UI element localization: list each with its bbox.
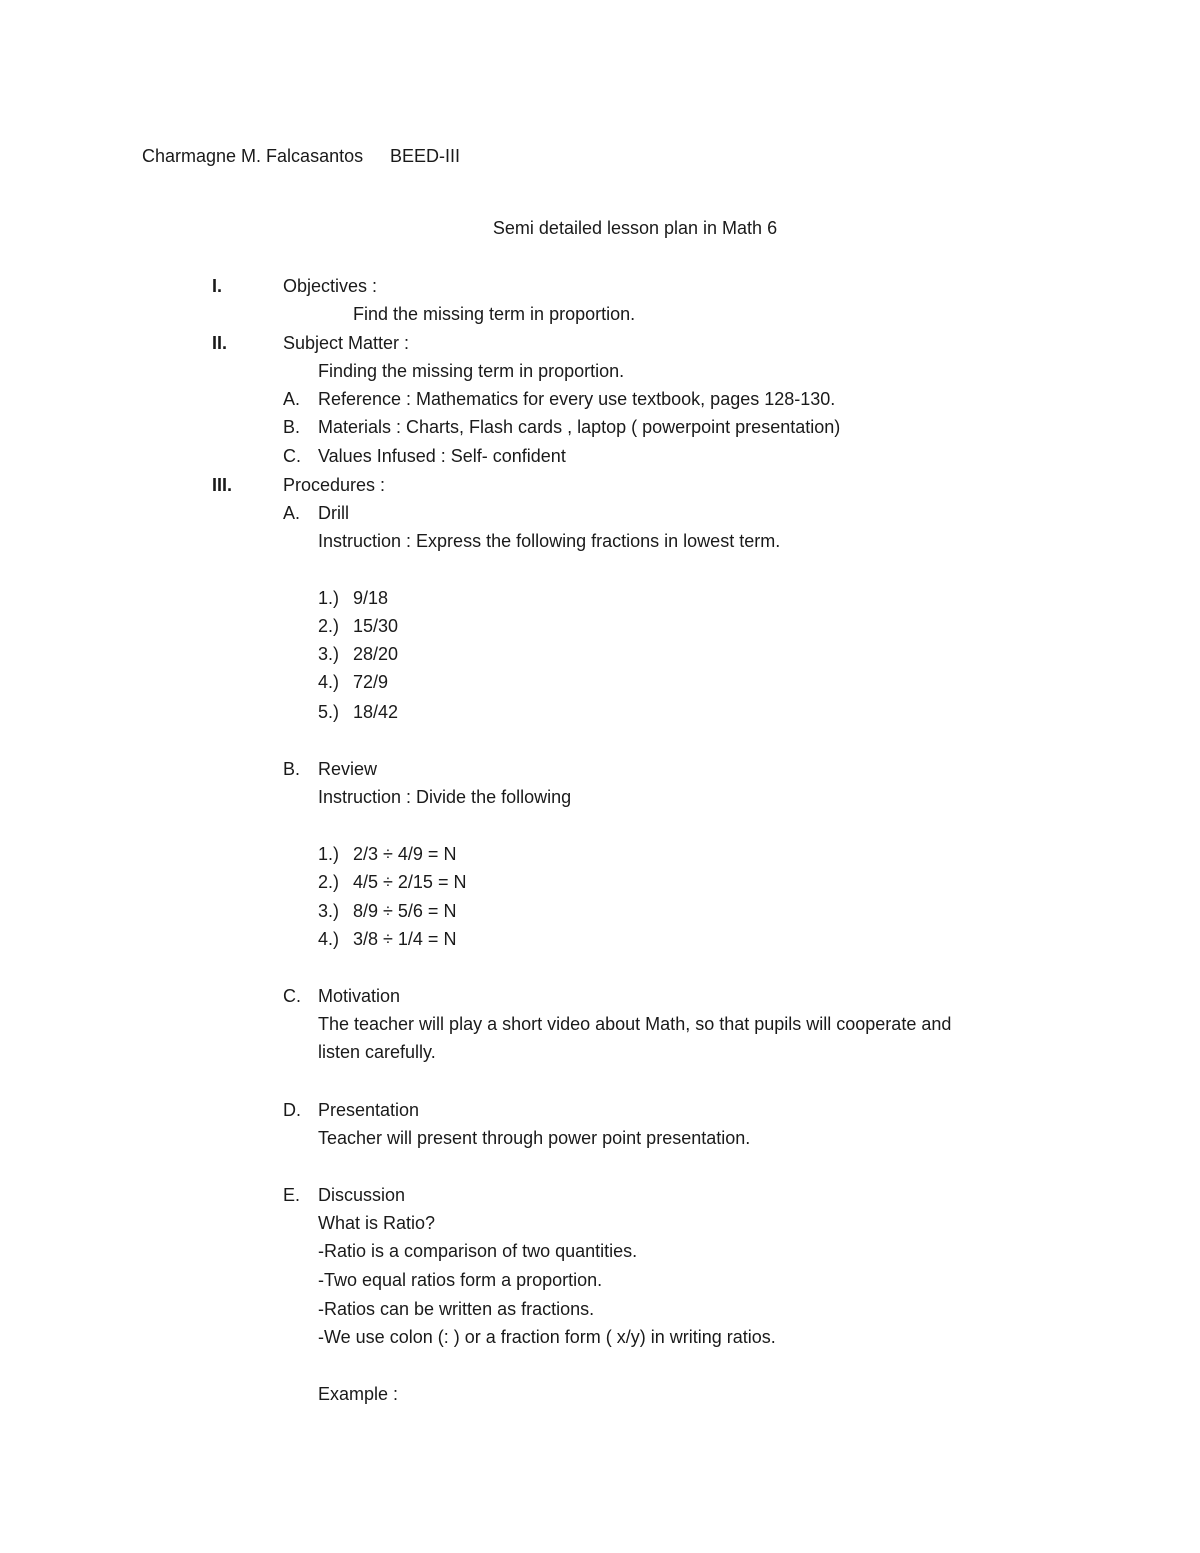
section-numeral-subject-matter: II. (212, 333, 228, 353)
discussion-line: -Ratios can be written as fractions. (318, 1299, 595, 1319)
list-item-number: 4.) (318, 929, 340, 949)
discussion-line: What is Ratio? (318, 1213, 436, 1233)
values-text: Values Infused : Self- confident (318, 446, 566, 466)
list-letter: E. (283, 1185, 301, 1205)
document-title: Semi detailed lesson plan in Math 6 (492, 218, 778, 238)
review-instruction: Instruction : Divide the following (318, 787, 572, 807)
drill-heading: Drill (318, 503, 349, 523)
presentation-text: Teacher will present through power point presentation. (318, 1128, 751, 1148)
list-letter: B. (283, 759, 301, 779)
reference-text: Reference : Mathematics for every use textbook, pages 128-130. (318, 389, 836, 409)
discussion-line: -We use colon (: ) or a fraction form ( x/y) in writing ratios. (318, 1327, 776, 1347)
motivation-text-line: The teacher will play a short video about Math, so that pupils will cooperate and (318, 1014, 952, 1034)
review-item: 2/3 ÷ 4/9 = N (353, 844, 457, 864)
discussion-heading: Discussion (318, 1185, 406, 1205)
discussion-line: -Ratio is a comparison of two quantities. (318, 1241, 638, 1261)
section-numeral-procedures: III. (212, 475, 233, 495)
drill-item: 72/9 (353, 672, 389, 692)
subject-matter-heading: Subject Matter : (283, 333, 410, 353)
procedures-heading: Procedures : (283, 475, 386, 495)
review-item: 3/8 ÷ 1/4 = N (353, 929, 457, 949)
review-item: 8/9 ÷ 5/6 = N (353, 901, 457, 921)
drill-item: 18/42 (353, 702, 399, 722)
materials-text: Materials : Charts, Flash cards , laptop ( powerpoint presentation) (318, 417, 841, 437)
drill-instruction: Instruction : Express the following fractions in lowest term. (318, 531, 781, 551)
course-label: BEED-III (390, 146, 461, 166)
drill-item: 15/30 (353, 616, 399, 636)
list-item-number: 1.) (318, 844, 340, 864)
example-label: Example : (318, 1384, 399, 1404)
discussion-line: -Two equal ratios form a proportion. (318, 1270, 603, 1290)
list-letter: C. (283, 446, 301, 466)
list-item-number: 3.) (318, 644, 340, 664)
list-item-number: 5.) (318, 702, 340, 722)
drill-item: 28/20 (353, 644, 399, 664)
list-item-number: 2.) (318, 872, 340, 892)
review-heading: Review (318, 759, 378, 779)
list-item-number: 2.) (318, 616, 340, 636)
list-letter: C. (283, 986, 301, 1006)
list-letter: A. (283, 503, 301, 523)
section-numeral-objectives: I. (212, 276, 223, 296)
list-item-number: 1.) (318, 588, 340, 608)
motivation-text-line: listen carefully. (318, 1042, 436, 1062)
drill-item: 9/18 (353, 588, 389, 608)
list-letter: A. (283, 389, 301, 409)
list-item-number: 4.) (318, 672, 340, 692)
motivation-heading: Motivation (318, 986, 401, 1006)
review-item: 4/5 ÷ 2/15 = N (353, 872, 467, 892)
objectives-text: Find the missing term in proportion. (353, 304, 636, 324)
objectives-heading: Objectives : (283, 276, 378, 296)
list-item-number: 3.) (318, 901, 340, 921)
list-letter: B. (283, 417, 301, 437)
author-name: Charmagne M. Falcasantos (142, 146, 364, 166)
presentation-heading: Presentation (318, 1100, 420, 1120)
subject-matter-text: Finding the missing term in proportion. (318, 361, 625, 381)
list-letter: D. (283, 1100, 301, 1120)
